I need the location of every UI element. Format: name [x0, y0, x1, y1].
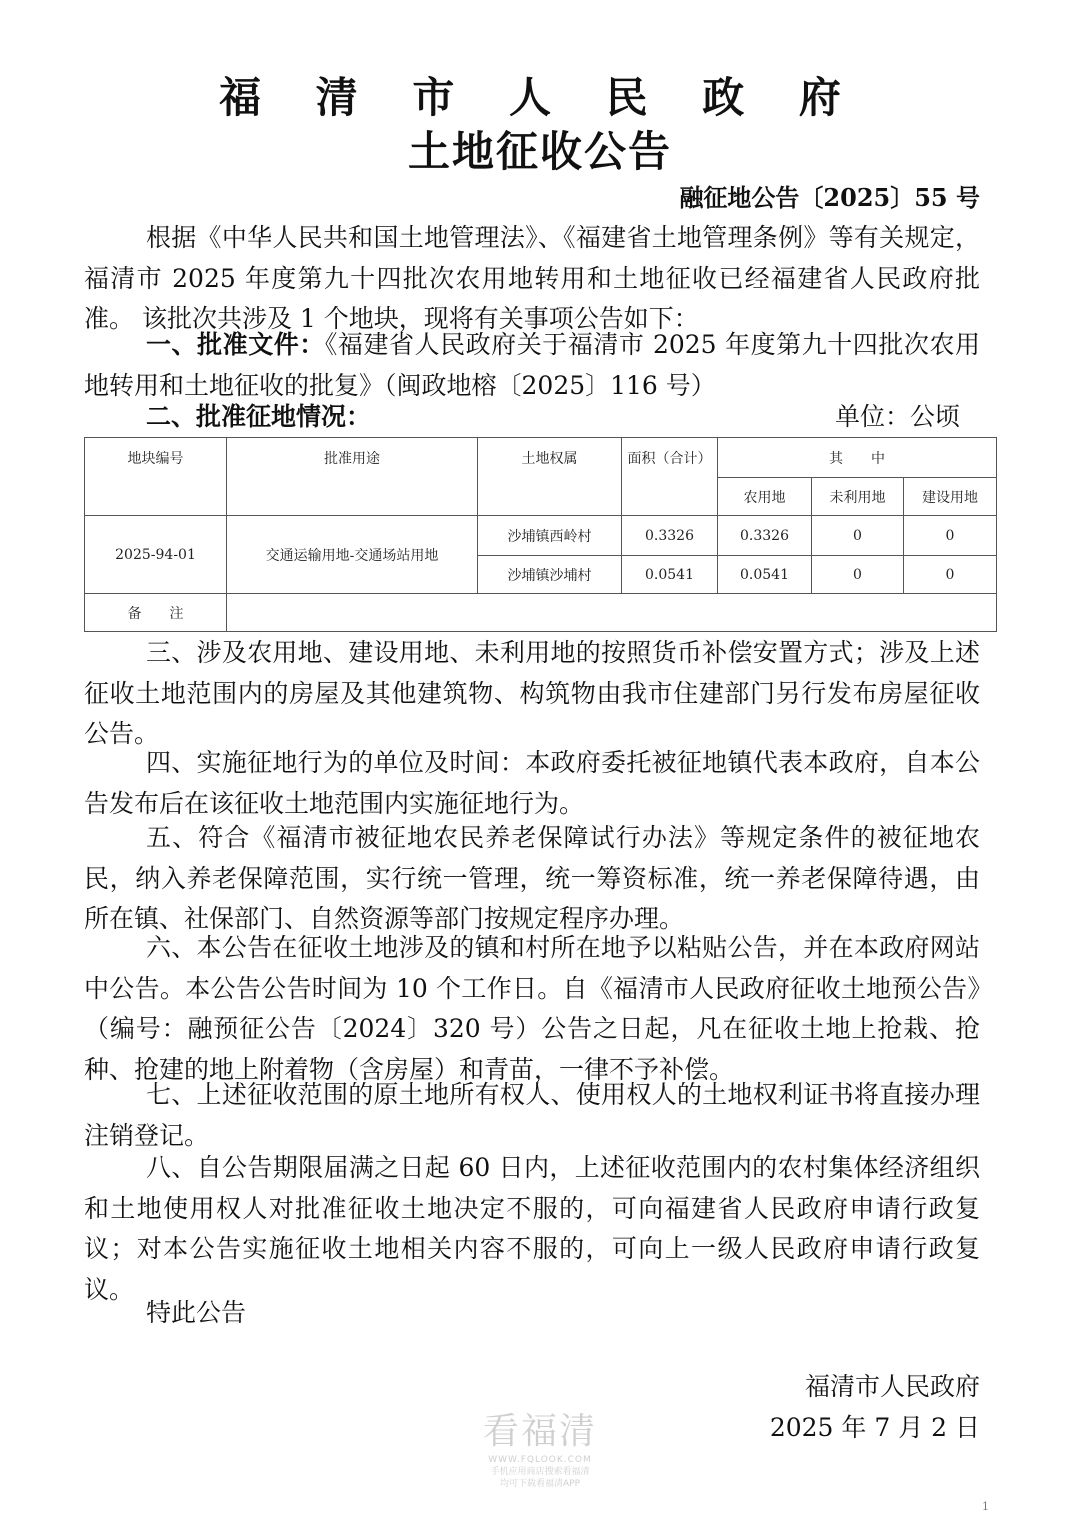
cell-total: 0.3326	[622, 516, 718, 556]
header-unused: 未利用地	[812, 478, 904, 516]
watermark	[460, 1410, 620, 1490]
table-row	[85, 516, 997, 556]
section-6: 六、本公告在征收土地涉及的镇和村所在地予以粘贴公告，并在本政府网站中公告。本公告公告时间为 10 个工作日。自《福清市人民政府征收土地预公告》（编号：融预征公告〔2024〕320 号）公告之日起，凡在征收土地上抢栽、抢种、抢建的地上附着物（含房屋）和青苗，一律不予补偿。	[84, 933, 980, 1084]
cell-purpose: 交通运输用地-交通场站用地	[227, 516, 478, 594]
closing-line: 特此公告	[146, 1298, 247, 1327]
header-area-total: 面积（合计）	[622, 438, 718, 516]
notice-title: 土地征收公告	[407, 127, 672, 176]
section-4: 四、实施征地行为的单位及时间：本政府委托被征地镇代表本政府，自本公告发布后在该征收土地范围内实施征地行为。	[84, 748, 980, 818]
intro-paragraph: 根据《中华人民共和国土地管理法》、《福建省土地管理条例》等有关规定，福清市 2025 年度第九十四批次农用地转用和土地征收已经福建省人民政府批准。 该批次共涉及 1 个地块，现将有关事项公告如下：	[84, 223, 980, 333]
watermark-url: WWW.FQLOOK.COM	[488, 1455, 592, 1465]
table-header-row	[85, 438, 997, 478]
cell-village: 沙埔镇沙埔村	[478, 556, 622, 594]
watermark-line-1: 手机应用商店搜索看福清	[490, 1467, 590, 1477]
header-ownership: 土地权属	[478, 438, 622, 516]
unit-label: 单位：公顷	[834, 402, 960, 431]
watermark-brand: 看福清	[482, 1411, 597, 1452]
section-2-heading: 二、批准征地情况：	[146, 402, 372, 431]
section-3: 三、涉及农用地、建设用地、未利用地的按照货币补偿安置方式；涉及上述征收土地范围内的房屋及其他建筑物、构筑物由我市住建部门另行发布房屋征收公告。	[84, 638, 980, 748]
section-2	[84, 397, 960, 437]
remarks-value	[227, 594, 997, 632]
cell-unused: 0	[812, 556, 904, 594]
page-number: 1	[982, 1500, 989, 1513]
section-8: 八、自公告期限届满之日起 60 日内，上述征收范围内的农村集体经济组织和土地使用权人对批准征收土地决定不服的，可向福建省人民政府申请行政复议；对本公告实施征收土地相关内容不服的，可向上一级人民政府申请行政复议。	[84, 1153, 980, 1304]
section-1-body: 《福建省人民政府关于福清市 2025 年度第九十四批次农用地转用和土地征收的批复》（闽政地榕〔2025〕116 号）	[84, 330, 980, 400]
cell-farmland: 0.3326	[718, 516, 812, 556]
section-1-heading: 一、批准文件：	[146, 330, 325, 359]
signature-org: 福清市人民政府	[804, 1372, 980, 1401]
cell-unused: 0	[812, 516, 904, 556]
cell-construction: 0	[904, 556, 997, 594]
cell-farmland: 0.0541	[718, 556, 812, 594]
cell-construction: 0	[904, 516, 997, 556]
land-table	[84, 437, 997, 632]
signature-date: 2025 年 7 月 2 日	[769, 1413, 980, 1442]
table-remarks-row	[85, 594, 997, 632]
section-7: 七、上述征收范围的原土地所有权人、使用权人的土地权利证书将直接办理注销登记。	[84, 1080, 980, 1150]
cell-village: 沙埔镇西岭村	[478, 516, 622, 556]
header-use: 批准用途	[227, 438, 478, 516]
cell-total: 0.0541	[622, 556, 718, 594]
remarks-label: 备 注	[85, 594, 227, 632]
section-5: 五、符合《福清市被征地农民养老保障试行办法》等规定条件的被征地农民，纳入养老保障范围，实行统一管理，统一筹资标准，统一养老保障待遇，由所在镇、社保部门、自然资源等部门按规定程序办理。	[84, 823, 980, 933]
header-farmland: 农用地	[718, 478, 812, 516]
cell-plot-no: 2025-94-01	[85, 516, 227, 594]
issuer-title: 福 清 市 人 民 政 府	[219, 73, 861, 122]
header-of-which: 其 中	[718, 438, 997, 478]
header-construction: 建设用地	[904, 478, 997, 516]
header-plot-no: 地块编号	[85, 438, 227, 516]
section-1	[84, 325, 980, 406]
watermark-line-2: 均可下载看福清APP	[499, 1479, 580, 1489]
document-number: 融征地公告〔2025〕55 号	[679, 183, 980, 212]
